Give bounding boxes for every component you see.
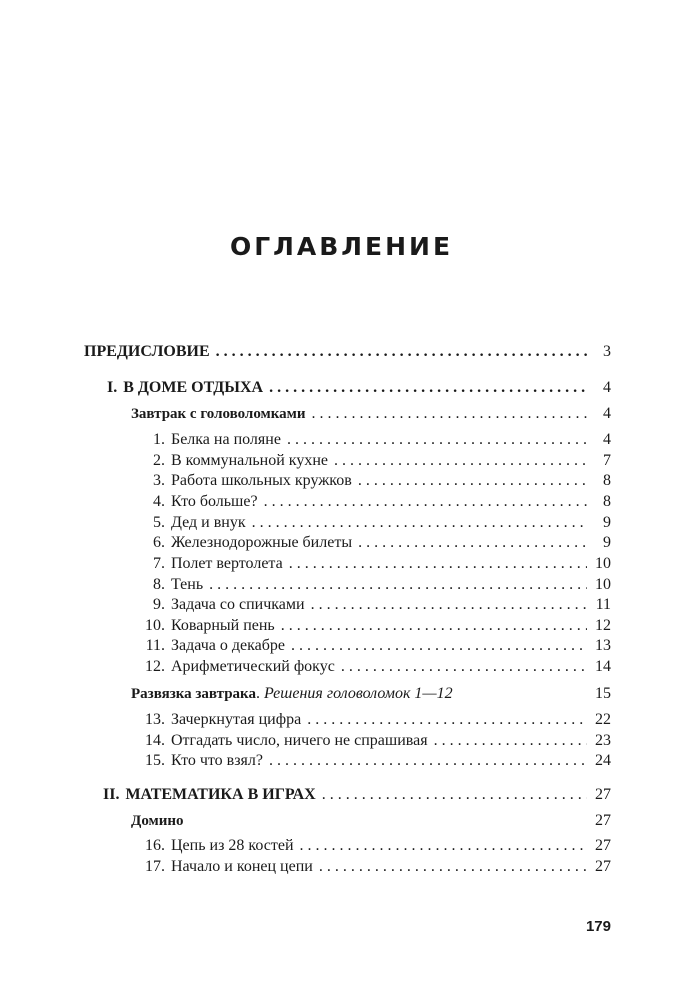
toc-entry-page: 9	[603, 514, 611, 531]
toc-leader-dots	[252, 513, 587, 533]
toc-entry-label: Развязка завтрака	[131, 686, 256, 702]
toc-leader-dots	[307, 710, 587, 730]
toc-section-breakfast	[131, 404, 611, 424]
toc-entry-label: Кто что взял?	[171, 752, 263, 769]
toc-entry-page: 4	[603, 379, 611, 396]
toc-leader-dots	[311, 595, 587, 615]
toc-entry-page: 8	[603, 493, 611, 510]
toc-leader-dots	[264, 492, 587, 512]
toc-entry-page: 4	[603, 431, 611, 448]
toc-chapter-number: II.	[103, 786, 120, 803]
toc-item-number: 8.	[153, 576, 165, 593]
toc-item	[131, 857, 611, 877]
toc-leader-dots	[289, 554, 587, 574]
toc-item-number: 9.	[153, 596, 165, 613]
toc-entry-label: Домино	[131, 813, 184, 829]
toc-entry-page: 14	[595, 658, 611, 675]
toc-entry-label: Железнодорожные билеты	[171, 534, 353, 551]
toc-item-number: 10.	[145, 617, 165, 634]
toc-entry-preface	[84, 342, 611, 362]
toc-entry-page: 10	[595, 576, 611, 593]
toc-leader-dots	[322, 785, 587, 805]
toc-item-number: 13.	[145, 711, 165, 728]
toc-item-number: 3.	[153, 472, 165, 489]
toc-leader-dots	[334, 451, 587, 471]
toc-item	[131, 710, 611, 730]
toc-item	[131, 513, 611, 533]
toc-entry-label: Арифметический фокус	[171, 658, 335, 675]
toc-item-number: 5.	[153, 514, 165, 531]
toc-item-number: 15.	[145, 752, 165, 769]
toc-leader-dots	[209, 575, 587, 595]
toc-entry-label: Начало и конец цепи	[171, 858, 313, 875]
toc-entry-page: 10	[595, 555, 611, 572]
toc-entry-page: 23	[595, 732, 611, 749]
toc-entry-label: В коммунальной кухне	[171, 452, 328, 469]
toc-entry-page: 15	[595, 685, 611, 702]
toc-leader-dots	[269, 751, 587, 771]
toc-item	[131, 554, 611, 574]
toc-entry-label: Цепь из 28 костей	[171, 837, 294, 854]
toc-entry-label: Завтрак с головоломками	[131, 406, 306, 422]
toc-entry-label: Зачеркнутая цифра	[171, 711, 302, 728]
page-number: 179	[585, 918, 611, 935]
toc-item	[131, 595, 611, 615]
toc-entry-page: 11	[595, 596, 611, 613]
toc-item	[131, 492, 611, 512]
page-title: ОГЛАВЛЕНИЕ	[229, 232, 454, 261]
toc-chapter-1	[107, 378, 611, 398]
toc-entry-page: 27	[595, 837, 611, 854]
toc-entry-page: 3	[603, 343, 611, 360]
toc-leader-dots	[358, 471, 587, 491]
toc-item	[131, 836, 611, 856]
toc-entry-page: 4	[603, 405, 611, 422]
toc-entry-label: МАТЕМАТИКА В ИГРАХ	[125, 786, 316, 803]
toc-item	[131, 451, 611, 471]
toc-entry-page: 27	[595, 858, 611, 875]
toc-entry-label: Задача о декабре	[171, 637, 285, 654]
toc-entry-page: 27	[595, 812, 611, 829]
toc-entry-page: 12	[595, 617, 611, 634]
toc-item-number: 2.	[153, 452, 165, 469]
toc-section-domino	[131, 811, 611, 831]
toc-item	[131, 657, 611, 677]
toc-item	[131, 430, 611, 450]
toc-entry-label: Дед и внук	[171, 514, 246, 531]
toc-section-breakfast-resolution	[131, 684, 611, 704]
toc-item-number: 12.	[145, 658, 165, 675]
toc-leader-dots	[291, 636, 587, 656]
toc-item-number: 1.	[153, 431, 165, 448]
toc-item-number: 14.	[145, 732, 165, 749]
toc-entry-label: Тень	[171, 576, 204, 593]
toc-leader-dots	[281, 616, 587, 636]
toc-item	[131, 616, 611, 636]
toc-item	[131, 731, 611, 751]
toc-item-number: 17.	[145, 858, 165, 875]
toc-entry-page: 27	[595, 786, 611, 803]
toc-item-number: 7.	[153, 555, 165, 572]
toc-entry-page: 22	[595, 711, 611, 728]
toc-item	[131, 471, 611, 491]
toc-item-number: 4.	[153, 493, 165, 510]
toc-item	[131, 533, 611, 553]
toc-entry-page: 8	[603, 472, 611, 489]
toc-item-number: 16.	[145, 837, 165, 854]
toc-entry-label: Задача со спичками	[171, 596, 305, 613]
toc-chapter-2	[103, 785, 611, 805]
toc-chapter-number: I.	[107, 379, 118, 396]
toc-entry-label: Коварный пень	[171, 617, 275, 634]
toc-entry-label: Работа школьных кружков	[171, 472, 352, 489]
toc-entry-label: Отгадать число, ничего не спрашивая	[171, 732, 428, 749]
toc-item-number: 6.	[153, 534, 165, 551]
toc-entry-label: ПРЕДИСЛОВИЕ	[84, 343, 210, 360]
toc-entry-label: Полет вертолета	[171, 555, 283, 572]
toc-entry-page: 9	[603, 534, 611, 551]
toc-leader-dots	[319, 857, 587, 877]
toc-entry-label-italic: Решения головоломок 1—12	[263, 685, 453, 702]
toc-leader-dots	[300, 836, 587, 856]
toc-entry-label-separator: .	[255, 685, 264, 702]
toc-entry-page: 24	[595, 752, 611, 769]
toc-item	[131, 636, 611, 656]
toc-entry-page: 13	[595, 637, 611, 654]
toc-entry-label: Белка на поляне	[171, 431, 281, 448]
toc-entry-label: Кто больше?	[171, 493, 258, 510]
toc-leader-dots	[341, 657, 587, 677]
toc-item	[131, 751, 611, 771]
toc-item-number: 11.	[145, 637, 165, 654]
toc-leader-dots	[434, 731, 587, 751]
toc-item	[131, 575, 611, 595]
toc-leader-dots	[287, 430, 587, 450]
toc-leader-dots	[269, 378, 587, 398]
toc-leader-dots	[358, 533, 587, 553]
toc-leader-dots	[312, 404, 587, 424]
toc-entry-page: 7	[603, 452, 611, 469]
toc-leader-dots	[216, 342, 587, 362]
toc-entry-label: В ДОМЕ ОТДЫХА	[123, 379, 264, 396]
